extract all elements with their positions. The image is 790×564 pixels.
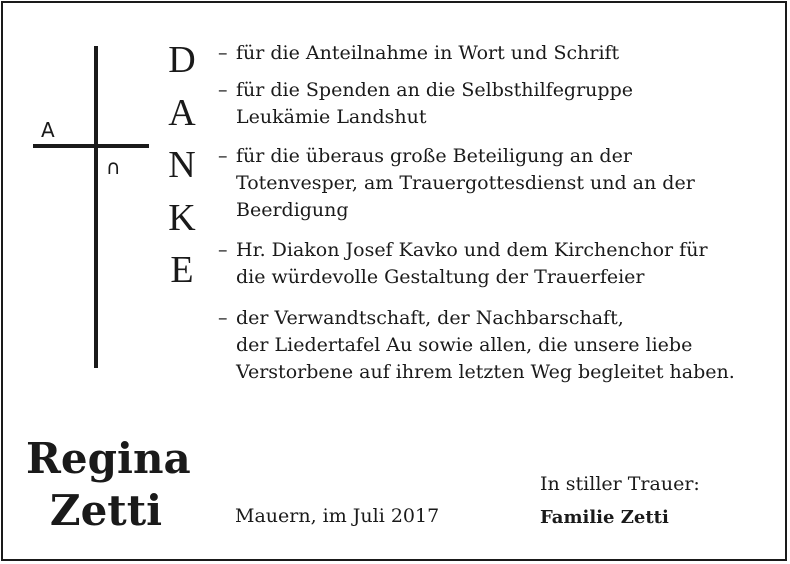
cross-vertical-beam: [94, 46, 98, 368]
dash: –: [218, 239, 228, 261]
dash: –: [218, 307, 228, 329]
danke-letter: D: [168, 39, 196, 81]
thanks-line: Leukämie Landshut: [236, 106, 427, 128]
dash: –: [218, 79, 228, 101]
thanks-item: [218, 237, 778, 291]
thanks-line: für die Anteilnahme in Wort und Schrift: [236, 42, 620, 64]
thanks-line: die würdevolle Gestaltung der Trauerfeier: [236, 266, 645, 288]
danke-letter: N: [168, 144, 196, 186]
alpha-icon: A: [41, 118, 55, 142]
thanks-line: der Verwandtschaft, der Nachbarschaft,: [236, 307, 624, 329]
thanks-line: für die Spenden an die Selbsthilfegruppe: [236, 79, 633, 101]
thanks-line: für die überaus große Beteiligung an der: [236, 145, 632, 167]
thanks-line: der Liedertafel Au sowie allen, die unsere liebe: [236, 334, 693, 356]
mourning-label: In stiller Trauer:: [540, 473, 700, 495]
danke-heading: [160, 34, 204, 297]
thanks-line: Hr. Diakon Josef Kavko und dem Kirchenchor für: [236, 239, 708, 261]
omega-icon: ∩: [106, 155, 121, 179]
thanks-item: [218, 40, 778, 67]
place-date: Mauern, im Juli 2017: [235, 505, 440, 527]
danke-letter: E: [170, 249, 194, 291]
thanks-line: Verstorbene auf ihrem letzten Weg begleitet haben.: [236, 361, 735, 383]
cross-horizontal-beam: [33, 144, 149, 148]
dash: –: [218, 145, 228, 167]
deceased-last-name: Zetti: [49, 486, 163, 535]
thanks-list: [218, 40, 778, 396]
dash: –: [218, 42, 228, 64]
deceased-name: [26, 433, 191, 537]
family-signature: Familie Zetti: [540, 507, 669, 528]
thanks-line: Totenvesper, am Trauergottesdienst und an der: [236, 172, 695, 194]
thanks-item: [218, 305, 778, 386]
thanks-line: Beerdigung: [236, 199, 349, 221]
thanks-item: [218, 77, 778, 131]
danke-letter: A: [168, 91, 196, 134]
thanks-item: [218, 143, 778, 224]
deceased-first-name: Regina: [26, 434, 191, 483]
danke-letter: K: [168, 196, 196, 239]
